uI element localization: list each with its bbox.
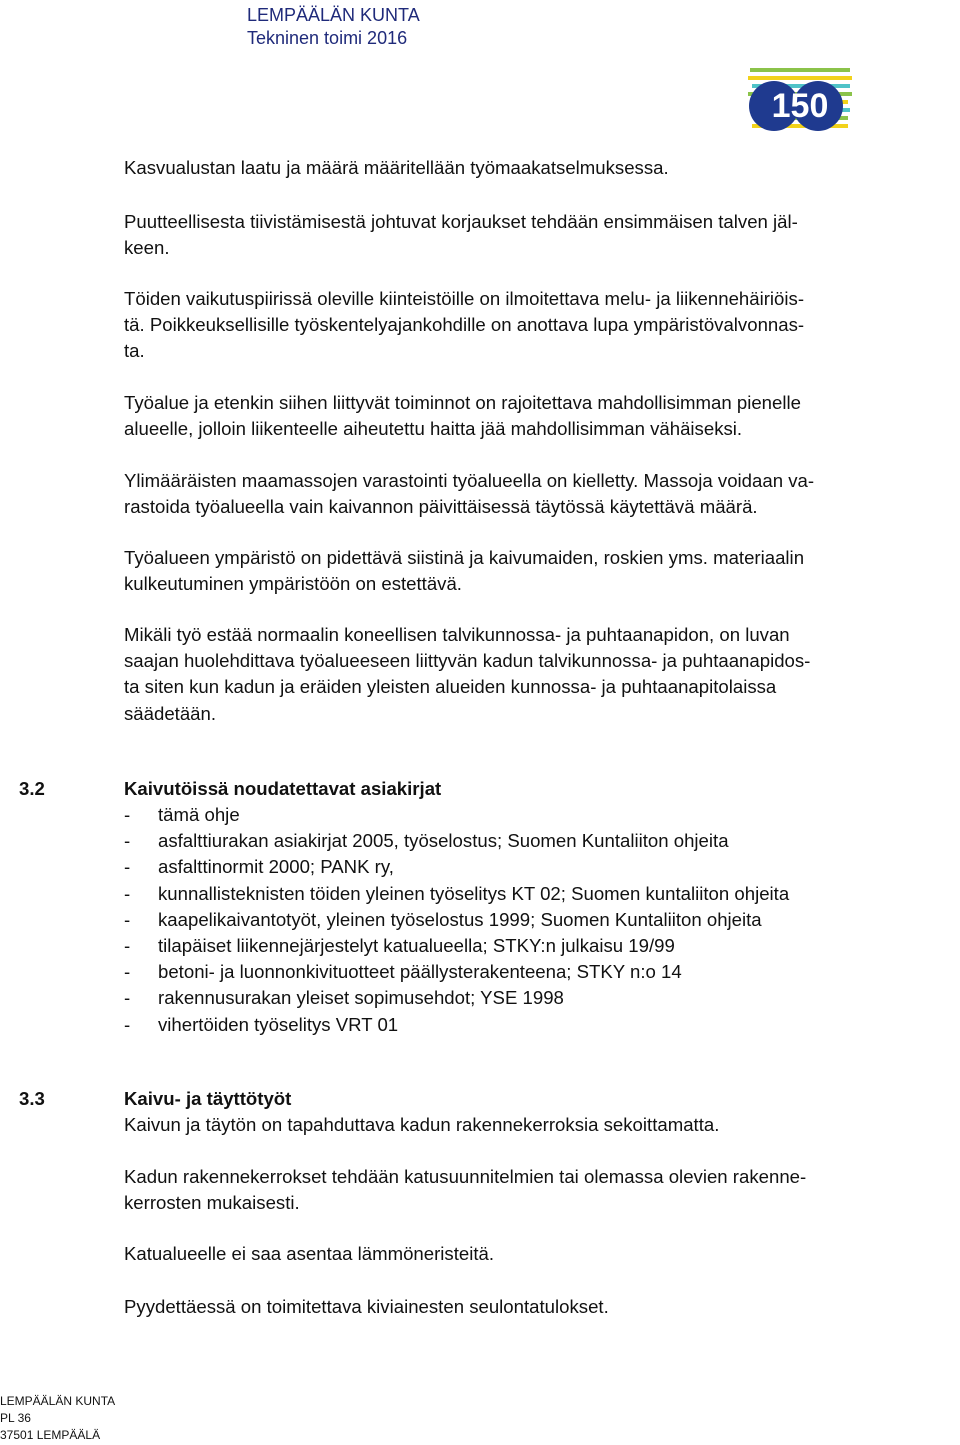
paragraph-work-area: Työalue ja etenkin siihen liittyvät toiminnot on rajoitettava mahdollisimman pienelle alueelle, jolloin liikenteelle aiheutettu haitta jää mahdollisimman vähäiseksi. (124, 392, 801, 440)
section-title: Kaivu- ja täyttötyöt (124, 1088, 292, 1109)
list-item: - asfalttiurakan asiakirjat 2005, työselostus; Suomen Kuntaliiton ohjeita (124, 830, 729, 852)
paragraph-compaction: Puutteellisesta tiivistämisestä johtuvat korjaukset tehdään ensimmäisen talven jäl- keen. (124, 211, 798, 259)
paragraph-structural-layers: Kadun rakennekerrokset tehdään katusuunnitelmien tai olemassa olevien rakenne- kerrosten mukaisesti. (124, 1166, 807, 1214)
list-item: - kaapelikaivantotyöt, yleinen työselostus 1999; Suomen Kuntaliiton ohjeita (124, 908, 762, 930)
logo-text: 150 (771, 87, 829, 125)
footer-po-box: PL 36 (0, 1411, 31, 1425)
section-number: 3.3 (19, 1088, 45, 1109)
page-header (247, 4, 420, 50)
paragraph-insulation: Katualueelle ei saa asentaa lämmöneristeitä. (124, 1243, 495, 1264)
department-year: Tekninen toimi 2016 (247, 28, 408, 48)
paragraph-winter-maintenance: Mikäli työ estää normaalin koneellisen talvikunnossa- ja puhtaanapidon, on luvan saajan huolehdittava työalueeseen liittyvän kadun talvikunnossa- ja puhtaanapidos- ta siten kun kadun ja eräiden yleisten alueiden kunnossa- ja puhtaanapitolaissa säädetään. (124, 624, 811, 724)
list-item: - asfalttinormit 2000; PANK ry, (124, 856, 394, 878)
section-number: 3.2 (19, 778, 45, 799)
list-item: - tilapäiset liikennejärjestelyt katualueella; STKY:n julkaisu 19/99 (124, 935, 675, 957)
page-footer (0, 1393, 115, 1444)
organization-name: LEMPÄÄLÄN KUNTA (247, 5, 420, 25)
list-item: - rakennusurakan yleiset sopimusehdot; YSE 1998 (124, 987, 564, 1009)
list-item: - betoni- ja luonnonkivituotteet päällysterakenteena; STKY n:o 14 (124, 961, 682, 983)
list-item: - kunnallisteknisten töiden yleinen työselitys KT 02; Suomen kuntaliiton ohjeita (124, 882, 790, 904)
paragraph-excavation-fill: Kaivun ja täytön on tapahduttava kadun rakennekerroksia sekoittamatta. (124, 1114, 720, 1135)
footer-organization: LEMPÄÄLÄN KUNTA (0, 1394, 116, 1408)
section-title: Kaivutöissä noudatettavat asiakirjat (124, 778, 442, 799)
anniversary-150-logo (748, 62, 852, 144)
paragraph-notification: Töiden vaikutuspiirissä oleville kiinteistöille on ilmoitettava melu- ja liikennehäiriöis- tä. Poikkeuksellisille työskentelyajankohdille on anottava lupa ympäristövalvonnas- ta. (124, 288, 805, 362)
paragraph-sieve-results: Pyydettäessä on toimitettava kiviainesten seulontatulokset. (124, 1296, 609, 1317)
paragraph-cleanliness: Työalueen ympäristö on pidettävä siistinä ja kaivumaiden, roskien yms. materiaalin kulkeutuminen ympäristöön on estettävä. (124, 547, 805, 595)
paragraph-growth-medium: Kasvualustan laatu ja määrä määritellään työmaakatselmuksessa. (124, 157, 669, 178)
list-item: - vihertöiden työselitys VRT 01 (124, 1013, 399, 1035)
paragraph-soil-storage: Ylimääräisten maamassojen varastointi työalueella on kielletty. Massoja voidaan va- rastoida työalueella vain kaivannon päivittäisessä täytössä käytettävä määrä. (124, 470, 815, 518)
list-item: - tämä ohje (124, 804, 240, 825)
footer-postal-address: 37501 LEMPÄÄLÄ (0, 1428, 101, 1442)
document-list (124, 802, 789, 1038)
